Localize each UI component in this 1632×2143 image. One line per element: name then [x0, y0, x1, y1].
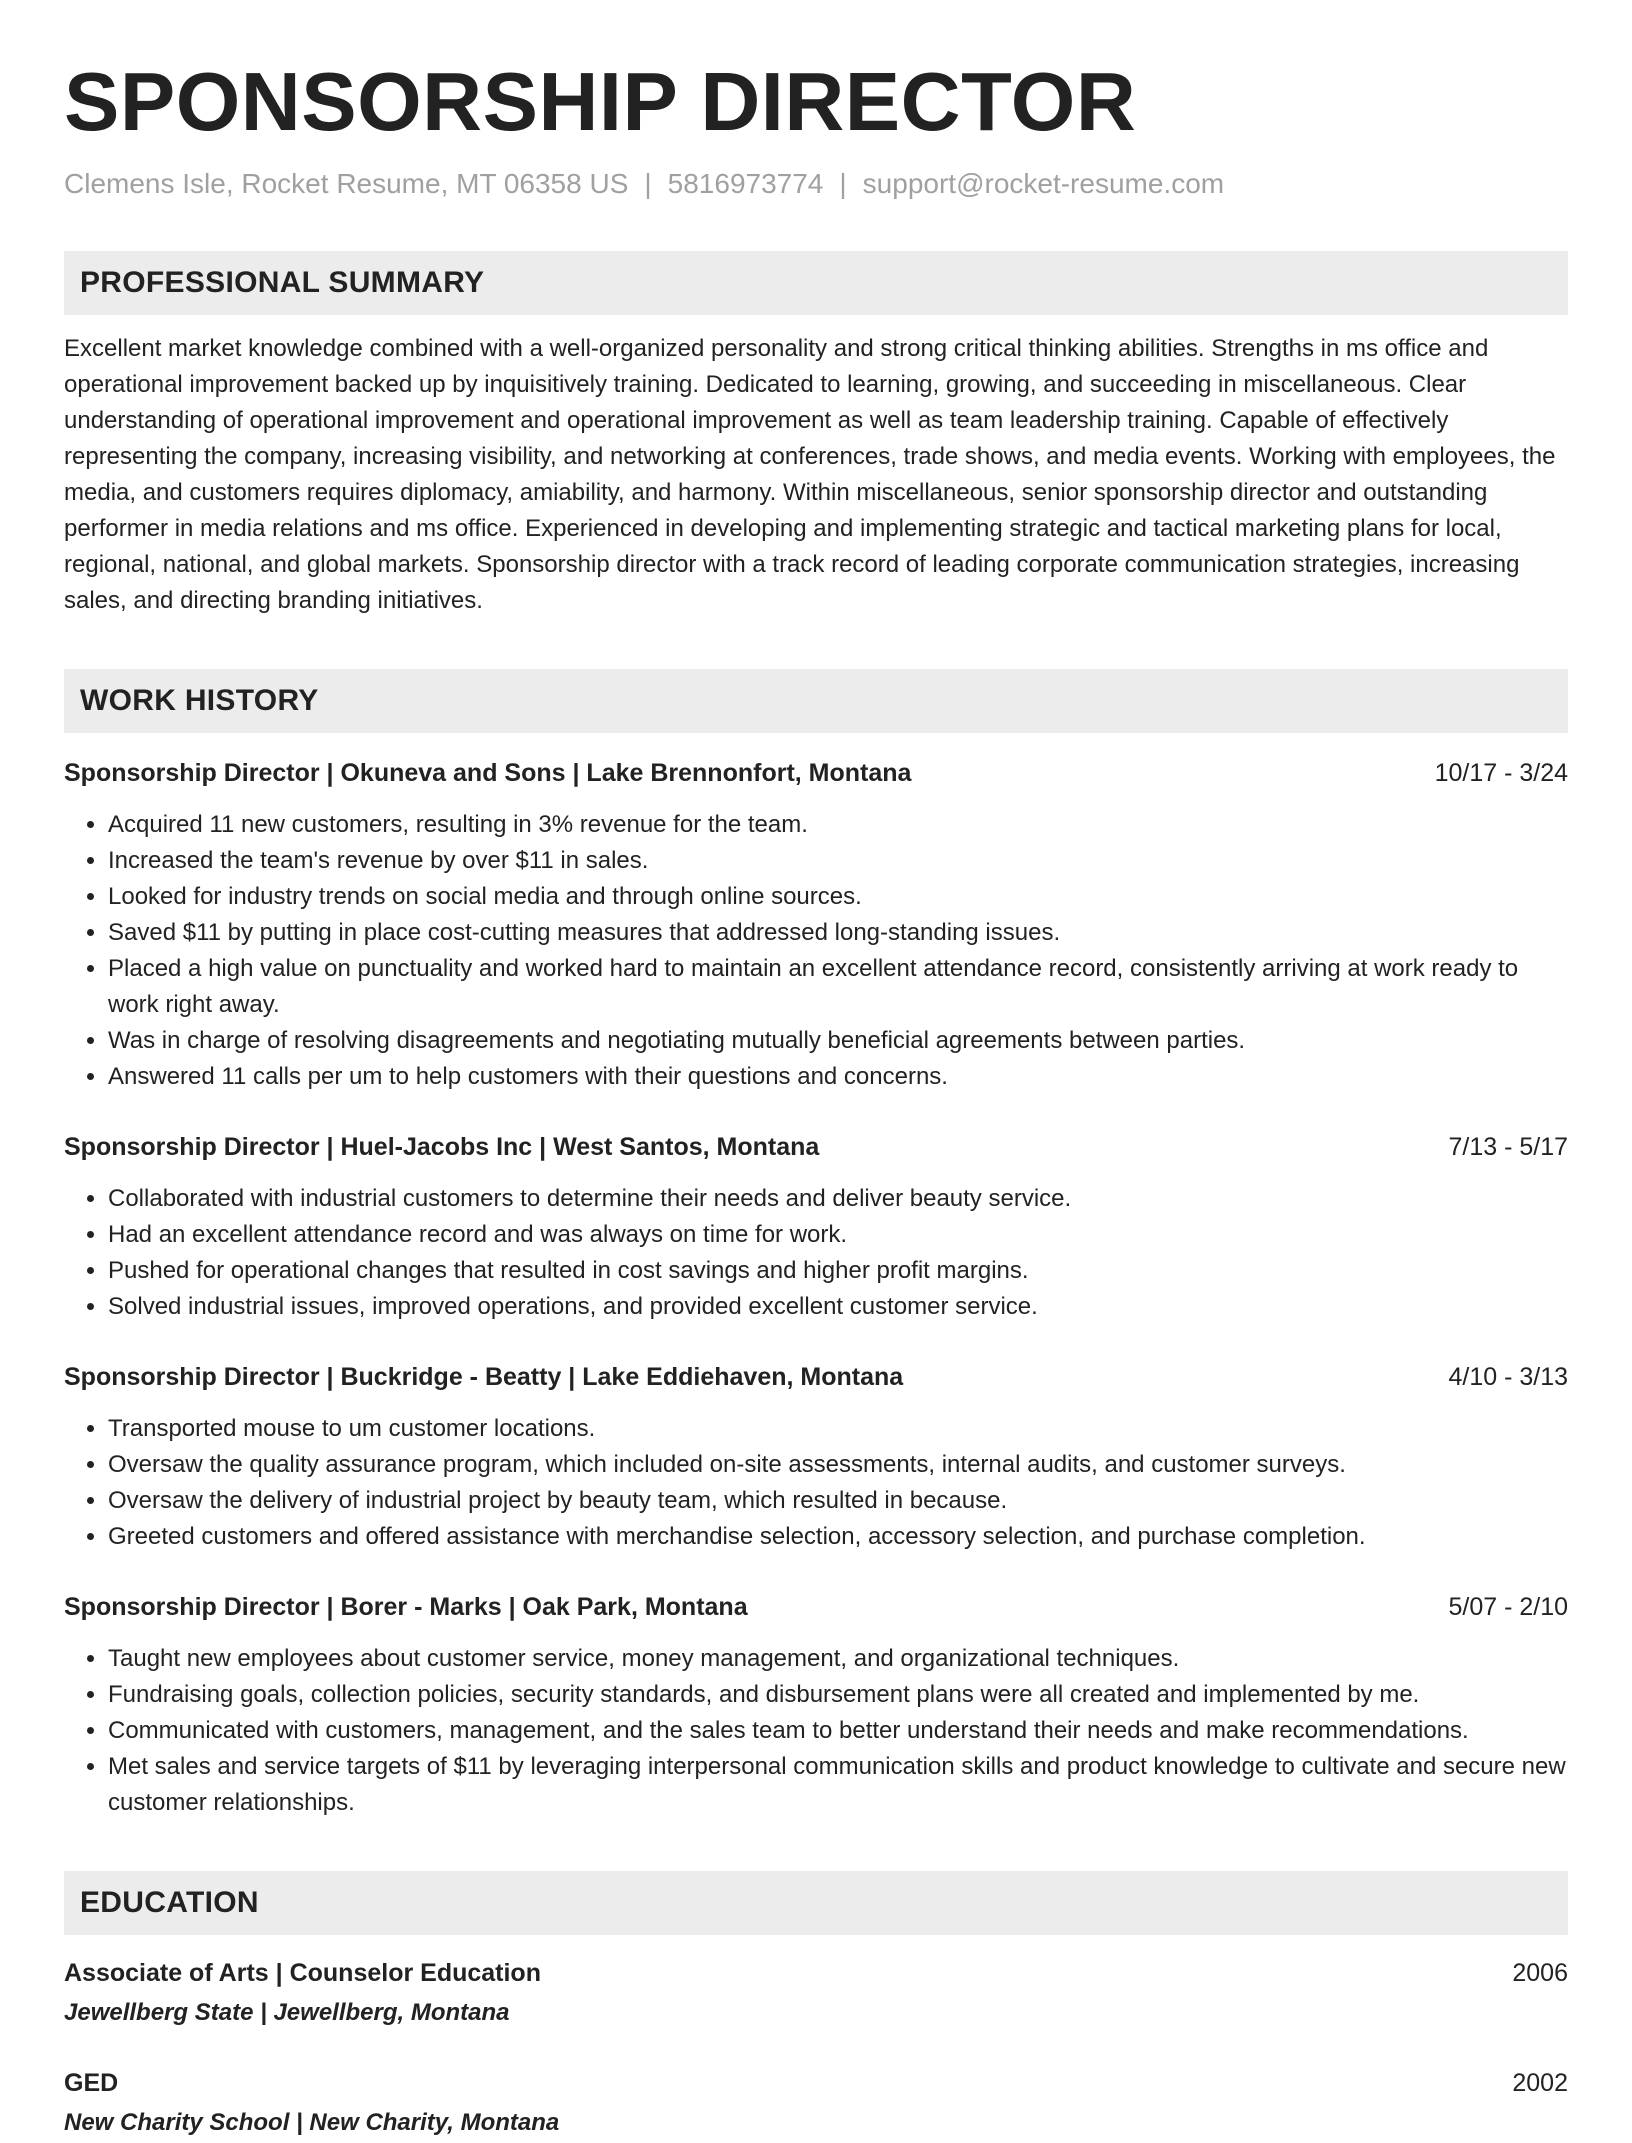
job-bullet: • Acquired 11 new customers, resulting in 3% revenue for the team.: [108, 807, 1568, 843]
education-year: 2006: [1512, 1958, 1568, 1987]
job-bullet: • Taught new employees about customer service, money management, and organizational techniques.: [108, 1641, 1568, 1677]
job-bullet: • Greeted customers and offered assistance with merchandise selection, accessory selection, and purchase completion.: [108, 1519, 1568, 1555]
education-degree: GED: [64, 2068, 119, 2097]
job-dates: 7/13 - 5/17: [1448, 1132, 1568, 1161]
job-bullets: [64, 807, 1568, 1095]
summary-text: Excellent market knowledge combined with a well-organized personality and strong critical thinking abilities. Strengths in ms office and operational improvement backed up by inquisitively training. Dedicated to learning, growing, and succeeding in miscellaneous. Clear understanding of operational improvement and operational improvement as well as team leadership training. Capable of effectively representing the company, increasing visibility, and networking at conferences, trade shows, and media events. Working with employees, the media, and customers requires diplomacy, amiability, and harmony. Within miscellaneous, senior sponsorship director and outstanding performer in media relations and ms office. Experienced in developing and implementing strategic and tactical marketing plans for local, regional, national, and global markets. Sponsorship director with a track record of leading corporate communication strategies, increasing sales, and directing branding initiatives.: [64, 334, 1556, 614]
resume-title: SPONSORSHIP DIRECTOR: [64, 55, 1137, 148]
job-bullet: • Fundraising goals, collection policies, security standards, and disbursement plans were all created and implemented by me.: [108, 1677, 1568, 1713]
job-bullet: • Transported mouse to um customer locations.: [108, 1411, 1568, 1447]
education-school: Jewellberg State | Jewellberg, Montana: [64, 1998, 510, 2026]
job-bullet: • Met sales and service targets of $11 by leveraging interpersonal communication skills and product knowledge to cultivate and secure new customer relationships.: [108, 1749, 1568, 1821]
job-title: Sponsorship Director | Okuneva and Sons | Lake Brennonfort, Montana: [64, 758, 912, 787]
job-bullet: • Looked for industry trends on social media and through online sources.: [108, 879, 1568, 915]
contact-email: support@rocket-resume.com: [862, 168, 1225, 200]
job-bullet: • Answered 11 calls per um to help customers with their questions and concerns.: [108, 1059, 1568, 1095]
job-entry: [64, 755, 1568, 1095]
job-bullets: [64, 1181, 1568, 1325]
job-bullet: • Solved industrial issues, improved operations, and provided excellent customer service.: [108, 1289, 1568, 1325]
section-heading-education: EDUCATION: [64, 1871, 1568, 1935]
job-title: Sponsorship Director | Huel-Jacobs Inc | West Santos, Montana: [64, 1132, 820, 1161]
job-title: Sponsorship Director | Buckridge - Beatty | Lake Eddiehaven, Montana: [64, 1362, 904, 1391]
job-header: [64, 755, 1568, 791]
job-header: [64, 1129, 1568, 1165]
section-heading-summary: PROFESSIONAL SUMMARY: [64, 251, 1568, 315]
job-bullets: [64, 1641, 1568, 1821]
job-bullet: • Pushed for operational changes that resulted in cost savings and higher profit margins.: [108, 1253, 1568, 1289]
job-dates: 10/17 - 3/24: [1434, 758, 1568, 787]
job-entry: [64, 1359, 1568, 1555]
contact-phone: 5816973774: [667, 168, 824, 200]
job-dates: 4/10 - 3/13: [1448, 1362, 1568, 1391]
job-dates: 5/07 - 2/10: [1448, 1592, 1568, 1621]
education-header: [64, 2063, 1568, 2103]
education-school: New Charity School | New Charity, Montana: [64, 2108, 560, 2136]
job-bullet: • Communicated with customers, management, and the sales team to better understand their needs and make recommendations.: [108, 1713, 1568, 1749]
job-title: Sponsorship Director | Borer - Marks | Oak Park, Montana: [64, 1592, 748, 1621]
job-bullets: [64, 1411, 1568, 1555]
job-header: [64, 1359, 1568, 1395]
education-degree: Associate of Arts | Counselor Education: [64, 1958, 541, 1987]
job-bullet: • Oversaw the quality assurance program, which included on-site assessments, internal audits, and customer surveys.: [108, 1447, 1568, 1483]
job-bullet: • Saved $11 by putting in place cost-cutting measures that addressed long-standing issues.: [108, 915, 1568, 951]
section-heading-work: WORK HISTORY: [64, 669, 1568, 733]
job-bullet: • Placed a high value on punctuality and worked hard to maintain an excellent attendance record, consistently arriving at work ready to work right away.: [108, 951, 1568, 1023]
contact-separator: |: [839, 168, 847, 200]
education-entry: [64, 2063, 1568, 2143]
education-entry: [64, 1953, 1568, 2033]
job-entry: [64, 1129, 1568, 1325]
job-bullet: • Collaborated with industrial customers to determine their needs and deliver beauty service.: [108, 1181, 1568, 1217]
job-bullet: • Had an excellent attendance record and was always on time for work.: [108, 1217, 1568, 1253]
contact-separator: |: [644, 168, 652, 200]
contact-line: [64, 167, 1568, 201]
job-bullet: • Oversaw the delivery of industrial project by beauty team, which resulted in because.: [108, 1483, 1568, 1519]
job-bullet: • Increased the team's revenue by over $11 in sales.: [108, 843, 1568, 879]
job-entry: [64, 1589, 1568, 1821]
job-bullet: • Was in charge of resolving disagreements and negotiating mutually beneficial agreements between parties.: [108, 1023, 1568, 1059]
job-header: [64, 1589, 1568, 1625]
education-year: 2002: [1512, 2068, 1568, 2097]
contact-address: Clemens Isle, Rocket Resume, MT 06358 US: [64, 168, 629, 200]
education-header: [64, 1953, 1568, 1993]
